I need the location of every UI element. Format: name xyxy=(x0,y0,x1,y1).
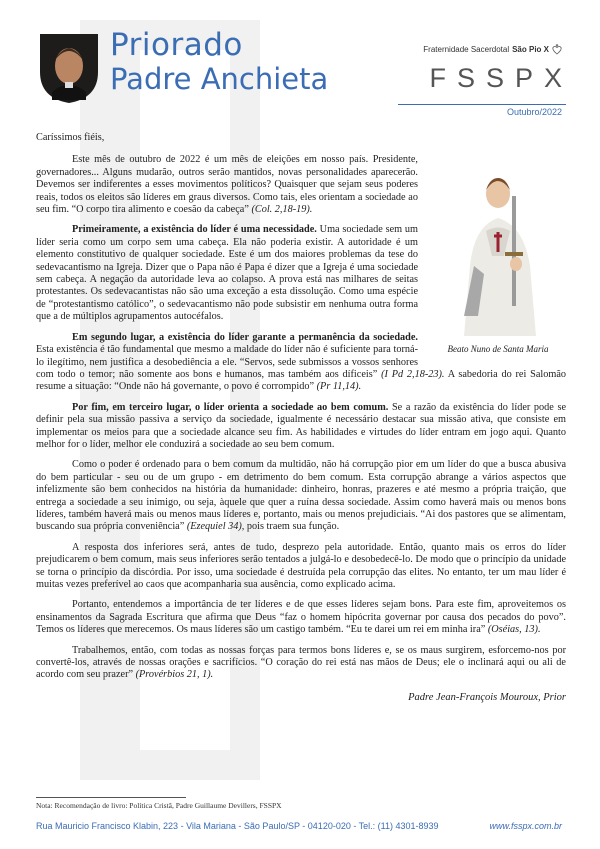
p7-reference: (Oséias, 13). xyxy=(487,624,541,636)
p2-lead: Primeiramente, a existência do líder é uma necessidade. xyxy=(72,224,317,236)
saint-statue-image xyxy=(434,156,564,336)
saint-figure xyxy=(430,156,566,354)
footnote: Nota: Recomendação de livro: Política Cristã, Padre Guillaume Devillers, FSSPX xyxy=(36,801,282,810)
p5-text-b: pois traem sua função. xyxy=(246,521,340,533)
p5-text-a: Como o poder é ordenado para o bem comum da multidão, não há corrupção pior em um líder do que a busca abusiva do bem particular - seu ou de um grupo - em detrimento do bem comum. Esta corrupção abrange a vários aspectos que infelizmente são bem conhecidos na história da humanidade: dinheiro, honras, prazeres e até mesmo a própria traição, que entrega a sociedade a seu inimigo, ou seja, àquele que quer a ruína dessa sociedade. Assim como haverá mais ou menos bons líderes, também haverá mais ou menos maus líderes e, portanto, mais ou menos prejudiciais. “Ai dos pastores que se alimentam, buscando sua própria conveniência” xyxy=(36,459,566,533)
p5-reference: (Ezequiel 34), xyxy=(186,521,245,533)
header-divider xyxy=(398,104,566,105)
p2-text: Uma sociedade sem um líder seria como um corpo sem uma cabeça. Ela não poderia existir. A autoridade é um elemento constitutivo de qualquer sociedade. Este é um dos maiores problemas da tese do sedevacantismo na Igreja. Dizer que o Papa não é Papa é dizer que a Igreja é uma sociedade sem cabeça. A negação da autoridade leva ao colapso. A prova está nas milhares de seitas protestantes. Os sedevacantistas não são uma exceção a esta dissolução. Como uma espécie de “protestantismo católico”, o sedevacantismo não pode subsistir em nenhuma outra forma que a de múltiplos agrupamentos autocéfalos. xyxy=(36,224,419,323)
heart-cross-icon xyxy=(552,44,562,55)
signature: Padre Jean-François Mouroux, Prior xyxy=(408,691,566,703)
fraternity-label xyxy=(423,44,562,55)
p4-text: Se a razão da existência do líder pode se definir pela sua missão passiva a serviço da sociedade, igualmente é necessário destacar sua missão ativa, que consiste em implementar os meios para que a sociedade alcance seu fim. As habilidades e virtudes do líder entram em jogo aqui. Quanto melhor for o líder, melhor ele conduzirá a sociedade ao seu bem comum. xyxy=(36,401,567,450)
p8-text: Trabalhemos, então, com todas as nossas forças para termos bons líderes e, se os maus surgirem, esforcemo-nos por convertê-los, através de nossas orações e sacrifícios. “O coração do rei está nas mãos de Deus; ele o inclinará aqui ou ali de acordo com seu prazer” xyxy=(36,644,566,681)
letter-body xyxy=(36,132,566,704)
p7-text: Portanto, entendemos a importância de ter líderes e de que esses líderes sejam bons. Para este fim, aproveitemos os ensinamentos da Sagrada Escritura que afirma que Deus “faz o homem hipócrita governar por causa dos pecados do povo”. Temos os líderes que merecemos. Os maus líderes são um castigo também. “Eu te darei um rei em minha ira” xyxy=(36,599,566,636)
p3-text-b: A sabedoria do rei Salomão resume a situação: “Onde não há governante, o povo é corrompido” xyxy=(36,368,567,393)
p1-text: Este mês de outubro de 2022 é um mês de eleições em nosso país. Presidente, governadores... Alguns mudarão, outros serão mantidos, novas personalidades aparecerão. Devemos ser indiferentes a esses movimentos políticos? Quaisquer que sejam seus poderes reais, todos os eleitos são líderes em graus diversos. Como tais, eles orientam a sociedade ao seu fim. “O corpo tira alimento e coesão da cabeça” xyxy=(36,154,418,216)
fraternity-name: São Pio X xyxy=(512,45,549,54)
paragraph-6: A resposta dos inferiores será, antes de tudo, desprezo pela autoridade. Então, quanto mais os erros do líder prejudicarem o bem comum, mais seus inferiores serão tentados a julgá-lo e desobedecê-lo. De modo que o princípio da unidade se torna o princípio da discórdia. Por isso, uma sociedade é destruída pela corrupção das elites. No entanto, ter um mau líder é muitas vezes preferível ao caos que acompanharia sua ausência, como explicado acima. xyxy=(36,541,566,590)
letterhead xyxy=(0,0,600,130)
paragraph-8 xyxy=(36,645,566,682)
p3-reference-1: (I Pd 2,18-23). xyxy=(381,368,445,380)
greeting: Caríssimos fiéis, xyxy=(36,132,105,143)
p3-text-a: Esta existência é tão fundamental que mesmo a maldade do líder não é suficiente para torná-lo ilegítimo, nem justifica a desobediência a ele. “Servos, sede submissos a vossos senhores com todo o temor; não somente aos bons e humanos, mas também aos díficeis” xyxy=(36,344,418,380)
paragraph-4 xyxy=(36,402,566,452)
fraternity-prefix: Fraternidade Sacerdotal xyxy=(423,45,510,54)
footer-website-link[interactable]: www.fsspx.com.br xyxy=(489,821,562,831)
p1-reference: (Col. 2,18-19). xyxy=(251,204,313,216)
paragraph-7 xyxy=(36,599,566,636)
title-padre-anchieta: Padre Anchieta xyxy=(110,62,329,96)
title-priorado: Priorado xyxy=(110,27,243,63)
portrait-image xyxy=(38,32,100,104)
p3-lead: Em segundo lugar, a existência do líder garante a permanência da sociedade. xyxy=(72,331,418,343)
footnote-divider xyxy=(36,797,186,798)
fsspx-logo-text: FSSPX xyxy=(429,63,573,93)
issue-date: Outubro/2022 xyxy=(506,107,562,117)
p3-reference-2: (Pr 11,14). xyxy=(316,381,362,393)
p4-lead: Por fim, em terceiro lugar, o líder orienta a sociedade ao bem comum. xyxy=(72,401,389,413)
p8-reference: (Provérbios 21, 1). xyxy=(135,669,214,681)
footer-address: Rua Mauricio Francisco Klabin, 223 - Vila Mariana - São Paulo/SP - 04120-020 - Tel.: (11) 4301-8939 xyxy=(36,821,439,831)
paragraph-5 xyxy=(36,459,566,533)
figure-caption: Beato Nuno de Santa Maria xyxy=(447,343,549,354)
